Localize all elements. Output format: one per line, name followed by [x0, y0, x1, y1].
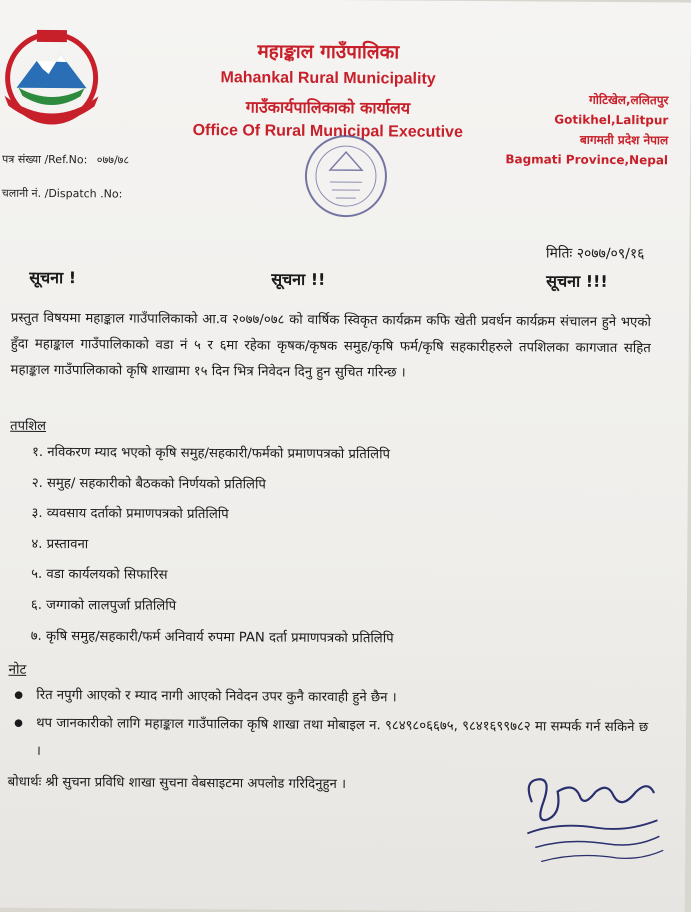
- details-heading: तपशिल: [10, 416, 46, 434]
- municipality-name-en: Mahankal Rural Municipality: [0, 68, 674, 91]
- address-line: Gotikhel,Lalitpur: [506, 109, 669, 130]
- list-item: २. समुह/ सहकारीको बैठकको निर्णयको प्रतिलिपि: [32, 468, 395, 501]
- notice-title-3: सूचना !!!: [546, 269, 608, 291]
- list-item: ६. जग्गाको लालपुर्जा प्रतिलिपि: [31, 591, 394, 624]
- signature-icon: [517, 761, 668, 872]
- notice-title-2: सूचना !!: [271, 268, 325, 290]
- note-item: ● थप जानकारीको लागि महाङ्काल गाउँपालिका कृषि शाखा तथा मोबाइल न. ९८४९८०६६७५, ९८४१६९९७८२ मा सम्पर्क गर्न सकिने छ ।: [8, 710, 648, 770]
- dispatch-no: चलानी नं. /Dispatch .No:: [2, 186, 123, 202]
- office-name-np: गाउँकार्यपालिकाको कार्यालय: [0, 94, 673, 121]
- municipality-name-np: महाङ्काल गाउँपालिका: [0, 36, 674, 67]
- office-name-en: Office Of Rural Municipal Executive: [0, 121, 673, 144]
- list-item: ५. वडा कार्यलयको सिफारिस: [31, 560, 394, 593]
- address-line: Bagmati Province,Nepal: [505, 149, 668, 170]
- address-line: बागमती प्रदेश नेपाल: [505, 129, 668, 150]
- office-stamp-icon: [300, 130, 393, 223]
- address-line: गोटिखेल,ललितपुर: [506, 89, 669, 110]
- note-item: ● रित नपुगी आएको र म्याद नागी आएको निवेदन उपर कुनै कारवाही हुने छैन ।: [8, 682, 648, 714]
- list-item: ३. व्यवसाय दर्ताको प्रमाणपत्रको प्रतिलिपि: [31, 499, 394, 532]
- ref-no-value: ०७७/७८: [97, 153, 129, 166]
- notice-title-1: सूचना !: [29, 266, 76, 288]
- letter-date: मितिः २०७७/०९/१६: [546, 243, 645, 263]
- ref-no-label: पत्र संख्या /Ref.No:: [2, 153, 87, 167]
- document-list: [31, 438, 395, 655]
- ref-no: [2, 152, 129, 168]
- list-item: ४. प्रस्तावना: [31, 530, 394, 563]
- list-item: ७. कृषि समुह/सहकारी/फर्म अनिवार्य रुपमा PAN दर्ता प्रमाणपत्रको प्रतिलिपि: [31, 621, 394, 654]
- notice-body: प्रस्तुत विषयमा महाङ्काल गाउँपालिकाको आ.व २०७७/०७८ को वार्षिक स्विकृत कार्यक्रम कफि खेती प्रवर्धन कार्यक्रम संचालन हुने भएको हुँदा महाङ्काल गाउँपालिकाको वडा नं ५ र ६मा रहेका कृषक/कृषक समुह/कृषि फर्म/कृषि सहकारीहरुले तपशिलका कागजात सहित महाङ्काल गाउँपालिकाको कृषि शाखामा १५ दिन भित्र निवेदन दिनु हुन सुचित गरिन्छ ।: [10, 306, 651, 388]
- cc-line: बोधार्थः श्री सुचना प्रविधि शाखा सुचना वेबसाइटमा अपलोड गरिदिनुहुन ।: [8, 772, 346, 792]
- note-heading: नोट: [8, 660, 26, 678]
- note-list: [8, 682, 649, 770]
- list-item: १. नविकरण म्याद भएको कृषि समुह/सहकारी/फर्मको प्रमाणपत्रको प्रतिलिपि: [32, 438, 395, 471]
- address-block: [505, 89, 668, 170]
